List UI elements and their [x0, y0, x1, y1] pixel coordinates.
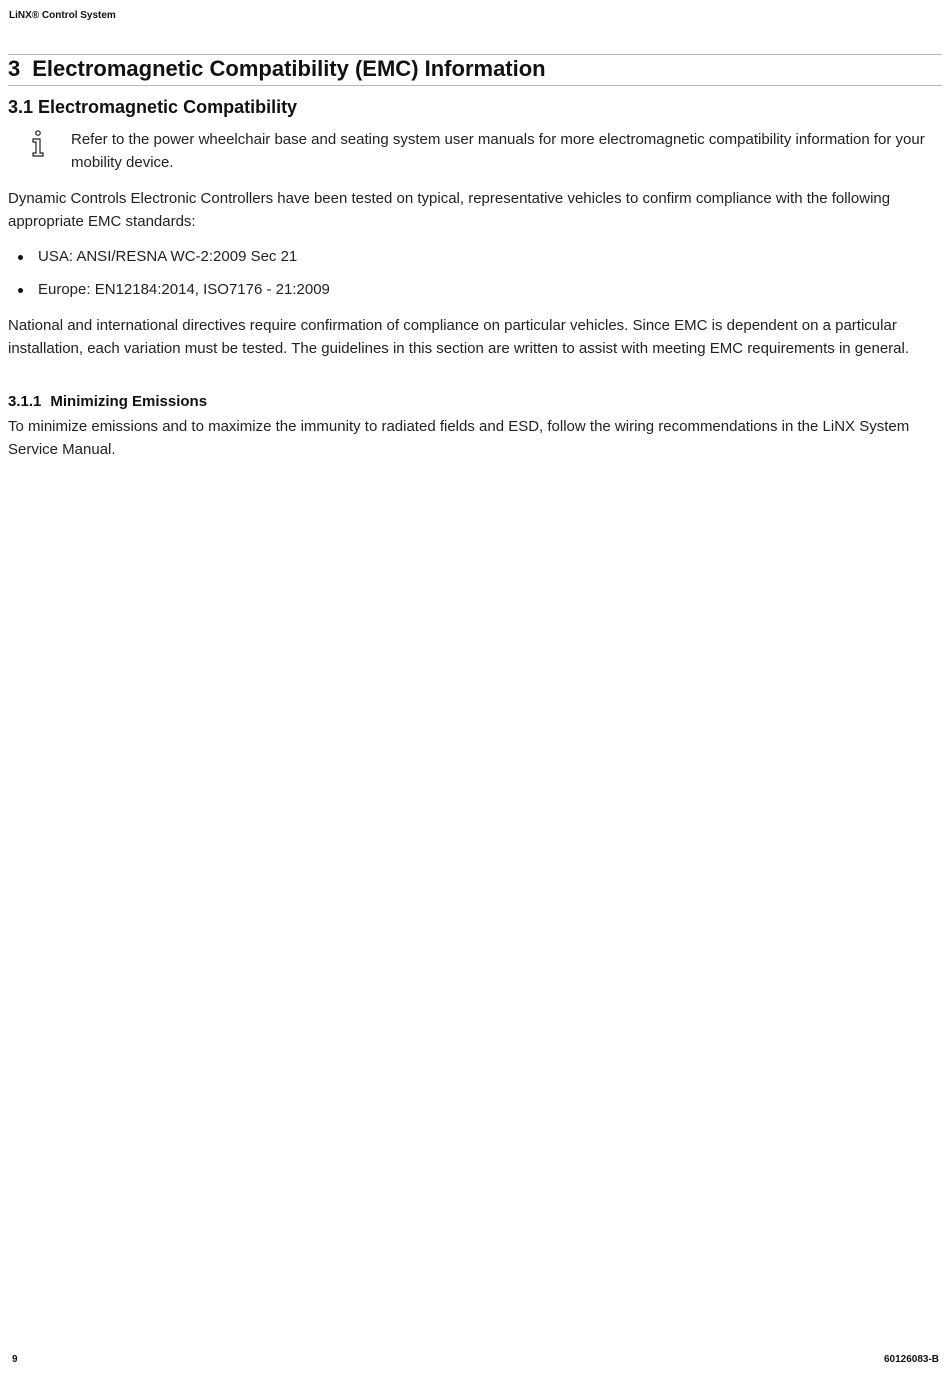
standards-list: [8, 245, 330, 311]
page-number: 9: [12, 1354, 18, 1365]
subsubsection-number: 3.1.1: [8, 393, 42, 410]
bullet-icon: [18, 255, 23, 260]
emissions-paragraph: To minimize emissions and to maximize the immunity to radiated fields and ESD, follow the wiring recommendations in the LiNX System Service Manual.: [8, 418, 910, 458]
list-item-text: USA: ANSI/RESNA WC-2:2009 Sec 21: [38, 248, 298, 265]
heading-rule-top: [8, 54, 942, 55]
list-item: [8, 278, 330, 311]
info-icon: [30, 130, 46, 158]
note-text: Refer to the power wheelchair base and seating system user manuals for more electromagnetic compatibility information for your mobility device.: [71, 131, 925, 171]
section-heading: [8, 56, 546, 82]
section-number: 3: [8, 56, 21, 81]
running-header: LiNX® Control System: [9, 10, 116, 21]
directives-paragraph: National and international directives require confirmation of compliance on particular vehicles. Since EMC is dependent on a particular installation, each variation must be tested. The guidelines in this section are written to assist with meeting EMC requirements in general.: [8, 317, 910, 357]
bullet-icon: [18, 288, 23, 293]
list-item-text: Europe: EN12184:2014, ISO7176 - 21:2009: [38, 281, 330, 298]
subsection-heading: 3.1 Electromagnetic Compatibility: [8, 97, 298, 117]
intro-paragraph: Dynamic Controls Electronic Controllers have been tested on typical, representative vehicles to confirm compliance with the following appropriate EMC standards:: [8, 190, 891, 230]
document-number: 60126083-B: [883, 1354, 939, 1365]
subsubsection-title: Minimizing Emissions: [50, 393, 208, 410]
section-title: Electromagnetic Compatibility (EMC) Information: [32, 56, 546, 81]
heading-rule-bottom: [8, 85, 942, 86]
list-item: [8, 245, 330, 278]
subsubsection-heading: [8, 393, 207, 410]
